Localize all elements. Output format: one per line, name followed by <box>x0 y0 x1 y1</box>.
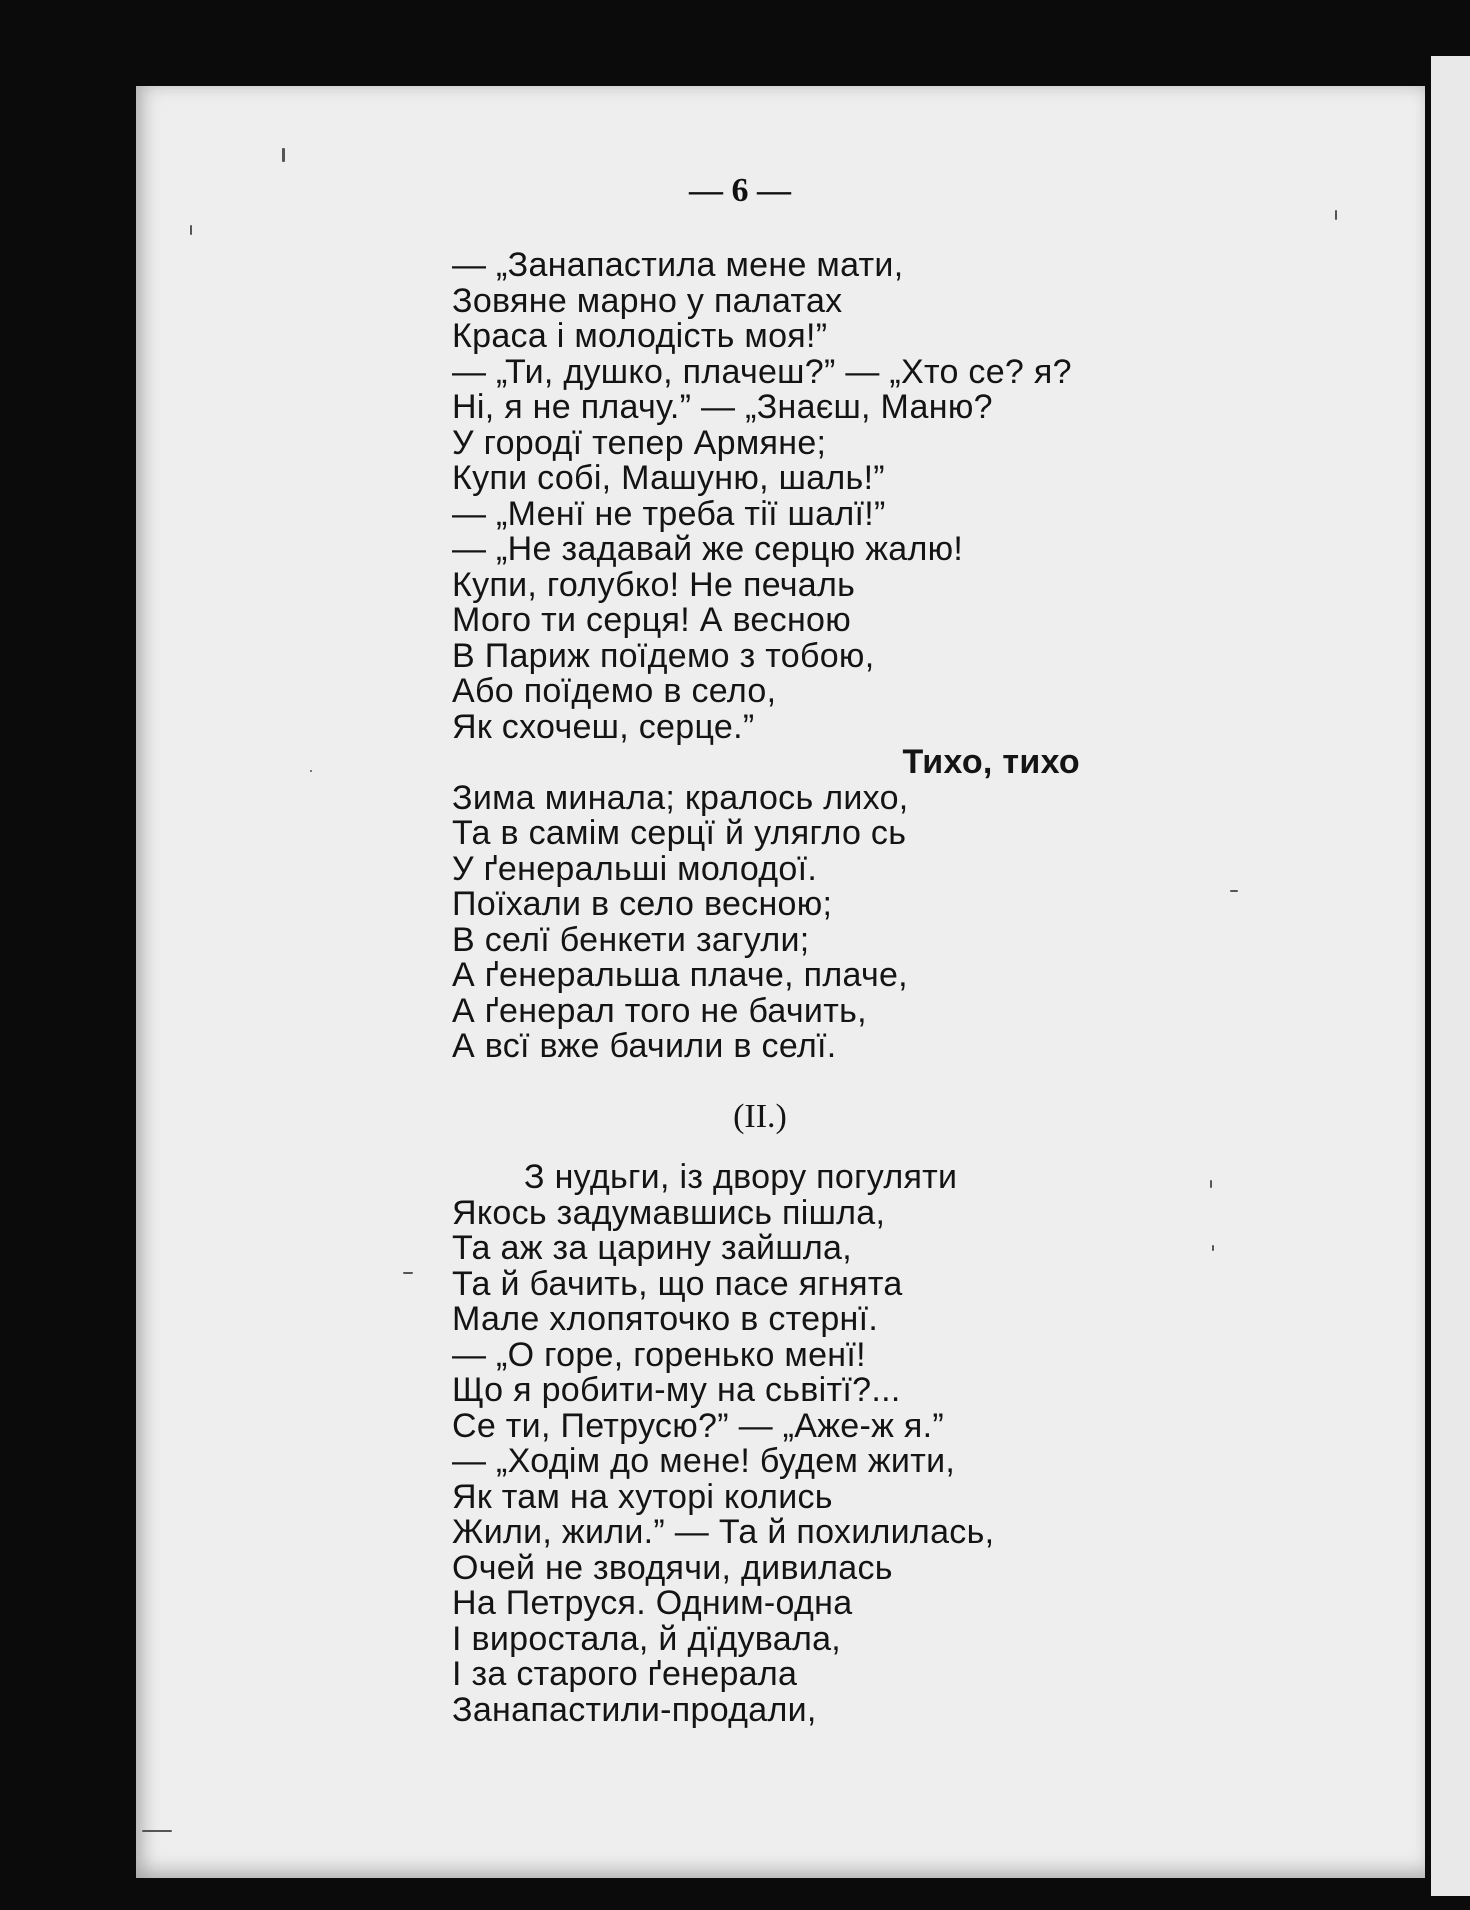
poem-line: В Париж поїдемо з тобою, <box>452 636 875 675</box>
poem-line: А всї вже бачили в селї. <box>452 1027 837 1065</box>
poem-line: В селї бенкети загули; <box>452 920 810 959</box>
poem-line: А ґенерал того не бачить, <box>452 991 867 1030</box>
scan-speck <box>1212 1245 1214 1251</box>
scan-speck <box>1230 890 1238 892</box>
poem-line: Краса і молодість моя!” <box>452 317 828 355</box>
poem-line: Або поїдемо в село, <box>452 672 777 710</box>
poem-line: У городї тепер Армяне; <box>452 423 827 462</box>
poem-line: — „Не задавай же серцю жалю! <box>452 530 964 568</box>
poem-part-two <box>452 1160 1212 1728</box>
poem-line: Що я робити-му на сьвітї?... <box>452 1371 901 1409</box>
poem-line: Жили, жили.” — Та й похилилась, <box>452 1513 995 1551</box>
poem-line: Та й бачить, що пасе ягнята <box>452 1264 903 1303</box>
poem-line: Се ти, Петрусю?” — „Аже-ж я.” <box>452 1406 944 1445</box>
poem-line: — „Занапастила мене мати, <box>452 246 904 284</box>
scan-speck <box>190 225 192 235</box>
poem-line: — „Менї не треба тії шалї!” <box>452 494 886 533</box>
poem-line: На Петруся. Одним-одна <box>452 1584 853 1622</box>
adjacent-page-edge <box>1431 56 1470 1896</box>
poem-line: — „О горе, горенько менї! <box>452 1335 866 1374</box>
poem-line: І за старого ґенерала <box>452 1655 798 1693</box>
page-number: — 6 — <box>689 172 791 209</box>
poem-line: Поїхали в село весною; <box>452 885 833 923</box>
poem-part-one <box>452 248 1212 1065</box>
scan-speck <box>1335 210 1337 220</box>
poem-line: Та в самім серцї й улягло сь <box>452 814 907 852</box>
poem-line: Купи, голубко! Не печаль <box>452 565 856 604</box>
poem-line: Ні, я не плачу.” — „Знаєш, Маню? <box>452 388 993 426</box>
poem-line: У ґенеральші молодої. <box>452 849 818 888</box>
poem-line: — „Ти, душко, плачеш?” — „Хто се? я? <box>452 352 1072 391</box>
poem-line: І виростала, й дїдувала, <box>452 1619 842 1658</box>
poem-line: Як схочеш, серце.” <box>452 707 755 746</box>
scan-speck <box>1210 1180 1212 1188</box>
poem-line: Зовяне марно у палатах <box>452 281 843 320</box>
poem-line-indented: З нудьги, із двору погуляти <box>524 1158 958 1196</box>
poem-line: Мого ти серця! А весною <box>452 601 852 639</box>
scan-speck <box>282 148 285 162</box>
poem-line: Зима минала; кралось лихо, <box>452 778 909 817</box>
section-heading: (II.) <box>733 1098 787 1135</box>
poem-line: А ґенеральша плаче, плаче, <box>452 956 908 994</box>
poem-line: Мале хлопяточко в стернї. <box>452 1300 879 1338</box>
poem-line: Та аж за царину зайшла, <box>452 1229 853 1267</box>
poem-line: Занапастили-продали, <box>452 1690 817 1729</box>
poem-line-right-aligned: Тихо, тихо <box>902 743 1080 781</box>
poem-line: Очей не зводячи, дивилась <box>452 1548 893 1587</box>
scan-speck <box>310 770 312 772</box>
scan-speck <box>403 1272 413 1274</box>
poem-line: Купи собі, Машуню, шаль!” <box>452 459 885 497</box>
poem-line: Як там на хуторі колись <box>452 1477 833 1516</box>
poem-line: Якось задумавшись пішла, <box>452 1193 886 1232</box>
poem-line: — „Ходім до мене! будем жити, <box>452 1442 956 1480</box>
scan-speck <box>142 1830 172 1832</box>
